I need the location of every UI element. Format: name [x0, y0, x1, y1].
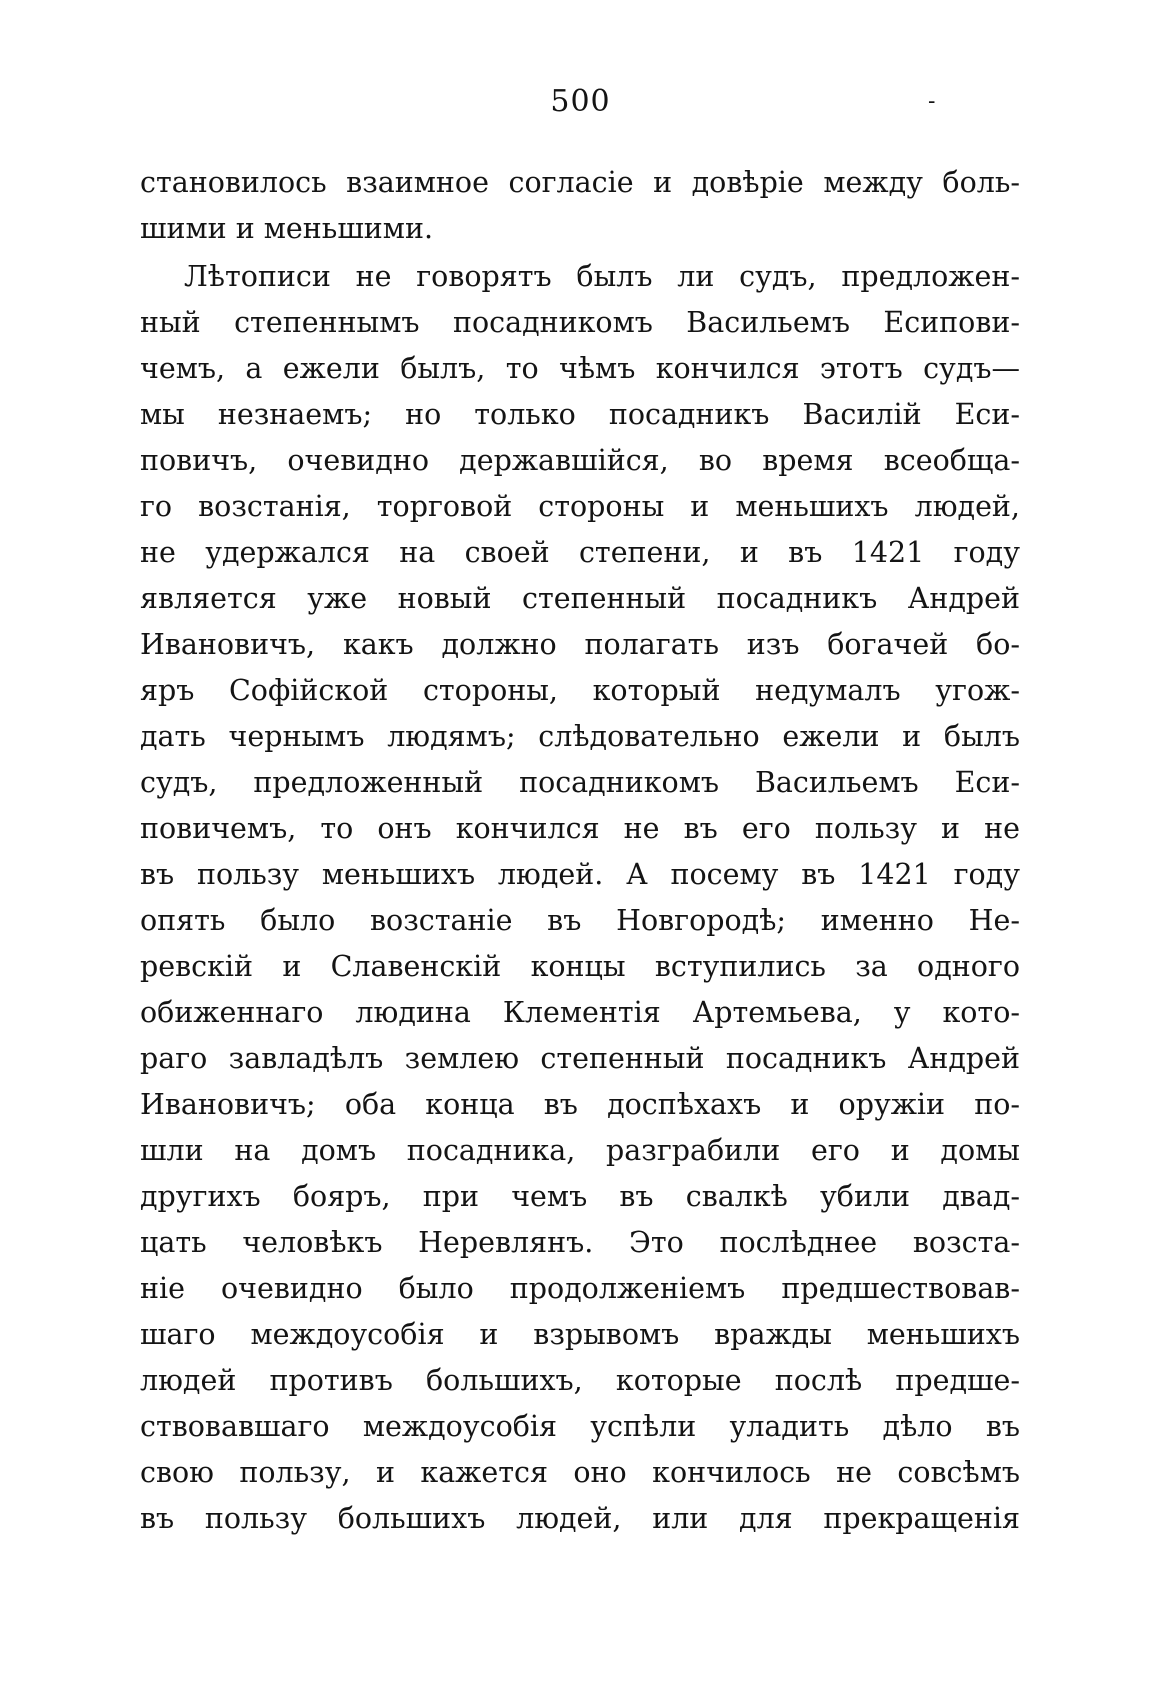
text-line: въ пользу большихъ людей, или для прекращенія	[140, 1502, 1020, 1535]
text-line: въ пользу меньшихъ людей. А посему въ 1421 году	[140, 858, 1020, 891]
page-number: 500	[550, 84, 611, 119]
text-line: другихъ бояръ, при чемъ въ свалкѣ убили двад-	[140, 1180, 1020, 1213]
text-line: повичемъ, то онъ кончился не въ его пользу и не	[140, 812, 1020, 845]
text-line: не удержался на своей степени, и въ 1421 году	[140, 536, 1020, 569]
body-text	[140, 160, 1020, 1542]
text-line: обиженнаго людина Клементія Артемьева, у кото-	[140, 996, 1020, 1029]
text-line: дать чернымъ людямъ; слѣдовательно ежели и былъ	[140, 720, 1020, 753]
text-line: ствовавшаго междоусобія успѣли уладить дѣло въ	[140, 1410, 1020, 1443]
text-line: является уже новый степенный посадникъ Андрей	[140, 582, 1020, 615]
text-line: шли на домъ посадника, разграбили его и домы	[140, 1134, 1020, 1167]
text-line: шими и меньшими.	[140, 212, 434, 245]
text-line: свою пользу, и кажется оно кончилось не совсѣмъ	[140, 1456, 1020, 1489]
page-mark: -	[928, 89, 936, 114]
text-line: Ивановичъ; оба конца въ доспѣхахъ и оружіи по-	[140, 1088, 1020, 1121]
text-line: мы незнаемъ; но только посадникъ Василій Еси-	[140, 398, 1020, 431]
text-line: Лѣтописи не говорятъ былъ ли судъ, предложен-	[184, 260, 1020, 293]
text-line: ніе очевидно было продолженіемъ предшествовав-	[140, 1272, 1020, 1305]
text-line: шаго междоусобія и взрывомъ вражды меньшихъ	[140, 1318, 1020, 1351]
text-line: раго завладѣлъ землею степенный посадникъ Андрей	[140, 1042, 1020, 1075]
text-line: становилось взаимное согласіе и довѣріе между боль-	[140, 166, 1020, 199]
text-line: чемъ, а ежели былъ, то чѣмъ кончился этотъ судъ—	[140, 352, 1020, 385]
text-line: людей противъ большихъ, которые послѣ предше-	[140, 1364, 1020, 1397]
text-line: судъ, предложенный посадникомъ Васильемъ Еси-	[140, 766, 1020, 799]
text-line: опять было возстаніе въ Новгородѣ; именно Не-	[140, 904, 1020, 937]
text-line: Ивановичъ, какъ должно полагать изъ богачей бо-	[140, 628, 1020, 661]
text-line: го возстанія, торговой стороны и меньшихъ людей,	[140, 490, 1020, 523]
text-line: ревскій и Славенскій концы вступились за одного	[140, 950, 1020, 983]
text-line: ный степеннымъ посадникомъ Васильемъ Есипови-	[140, 306, 1020, 339]
text-line: повичъ, очевидно державшійся, во время всеобща-	[140, 444, 1020, 477]
text-line: яръ Софійской стороны, который недумалъ угож-	[140, 674, 1020, 707]
text-line: цать человѣкъ Неревлянъ. Это послѣднее возста-	[140, 1226, 1020, 1259]
